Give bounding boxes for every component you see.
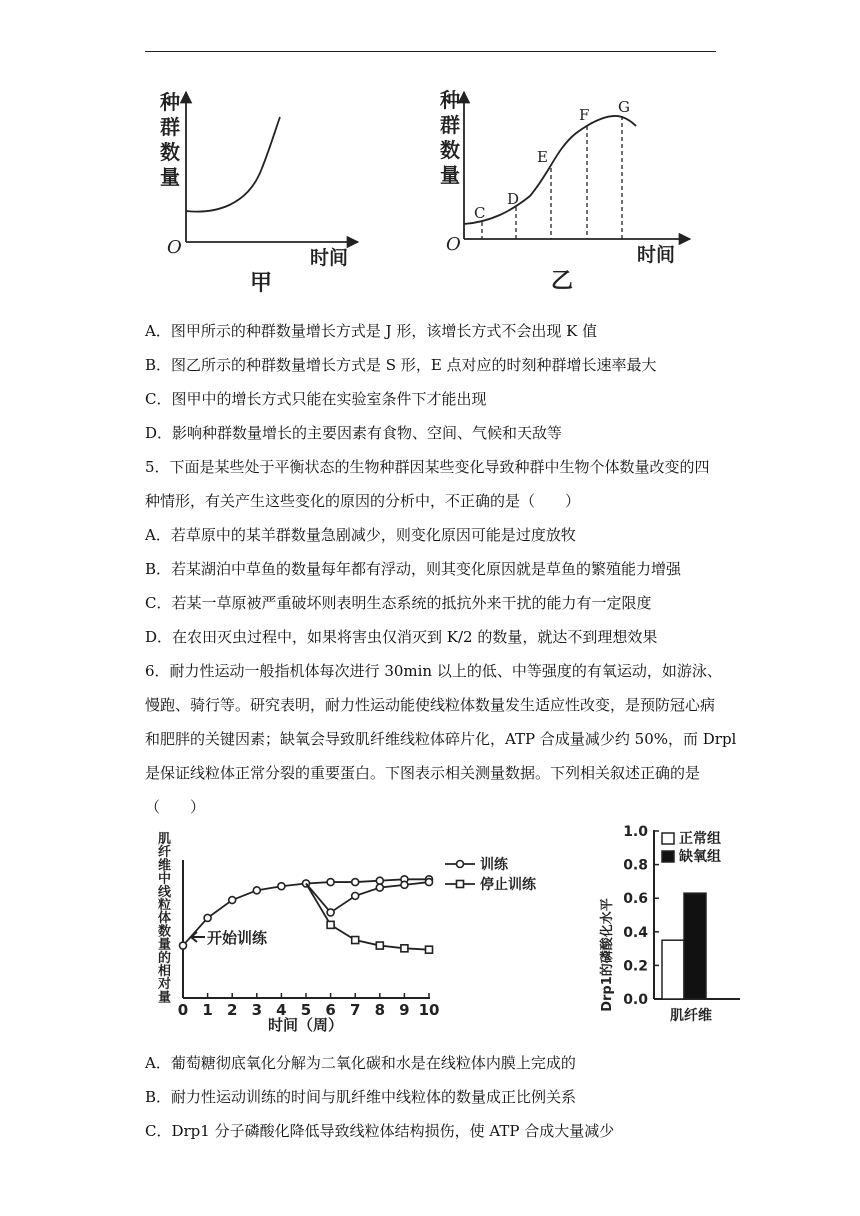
option-d-q4: D．影响种群数量增长的主要因素有食物、空间、气候和天敌等 [145, 424, 563, 442]
line-chart-ylabel-char: 相 [158, 964, 172, 979]
yi-point-f: F [579, 106, 590, 124]
bar-chart-y-tick-label: 0.0 [623, 992, 648, 1008]
yi-origin: O [446, 234, 461, 255]
option-d-q5: D．在农田灭虫过程中，如果将害虫仅消灭到 K/2 的数量，就达不到理想效果 [145, 628, 658, 646]
line-chart-x-tick-label: 8 [374, 1001, 386, 1019]
option-b-q4: B．图乙所示的种群数量增长方式是 S 形，E 点对应的时刻种群增长速率最大 [145, 356, 657, 374]
jia-caption: 甲 [250, 271, 273, 296]
question-6-line-5: （ ） [145, 798, 206, 816]
line-chart-x-tick-label: 2 [226, 1001, 238, 1019]
question-6-line-2: 慢跑、骑行等。研究表明，耐力性运动能使线粒体数量发生适应性改变，是预防冠心病 [145, 696, 716, 714]
yi-point-g: G [618, 98, 630, 116]
option-c-q6: C．Drp1 分子磷酸化降低导致线粒体结构损伤，使 ATP 合成大量减少 [145, 1122, 615, 1140]
line-chart-ylabel-char: 数 [158, 924, 172, 940]
line-chart-x-tick-label: 4 [276, 1001, 287, 1019]
yi-xlabel: 时间 [637, 244, 676, 266]
jia-ylabel-3: 数 [160, 140, 180, 164]
jia-origin: O [167, 237, 182, 258]
line-chart-ylabel-char: 粒 [158, 898, 172, 913]
legend-label-stop: 停止训练 [480, 877, 536, 893]
legend-swatch-hypoxia [662, 851, 674, 862]
jia-ylabel-2: 群 [160, 115, 180, 139]
line-chart-xlabel: 时间（周） [268, 1016, 344, 1034]
yi-caption: 乙 [551, 269, 574, 294]
option-a-q4: A．图甲所示的种群数量增长方式是 J 形，该增长方式不会出现 K 值 [145, 322, 598, 340]
bar-chart-y-tick-label: 0.6 [623, 891, 648, 908]
line-chart-x-tick-label: 5 [300, 1001, 312, 1019]
bar-chart-y-tick-label: 0.8 [623, 857, 648, 874]
option-c-q5: C．若某一草原被严重破坏则表明生态系统的抵抗外来干扰的能力有一定限度 [145, 594, 652, 612]
bar-chart-y-tick-label: 0.4 [623, 924, 648, 941]
yi-ylabel-1: 种 [440, 88, 460, 112]
line-chart-ylabel-char: 的 [158, 950, 172, 966]
line-chart-annotation: 开始训练 [207, 929, 268, 947]
yi-ylabel-2: 群 [440, 113, 460, 137]
jia-ylabel-1: 种 [160, 90, 180, 114]
line-chart-ylabel-char: 中 [158, 871, 172, 887]
yi-ylabel-4: 量 [440, 163, 460, 187]
line-chart-x-tick-label: 6 [325, 1001, 336, 1019]
option-b-q5: B．若某湖泊中草鱼的数量每年都有浮动，则其变化原因就是草鱼的繁殖能力增强 [145, 560, 682, 578]
question-5-line-1: 5．下面是某些处于平衡状态的生物种群因某些变化导致种群中生物个体数量改变的四 [145, 458, 710, 476]
question-6-line-4: 是保证线粒体正常分裂的重要蛋白。下图表示相关测量数据。下列相关叙述正确的是 [145, 764, 701, 782]
jia-xlabel: 时间 [310, 247, 349, 269]
line-chart-x-tick-label: 7 [349, 1001, 361, 1019]
legend-label-hypoxia: 缺氧组 [679, 849, 721, 865]
option-a-q6: A．葡萄糖彻底氧化分解为二氧化碳和水是在线粒体内膜上完成的 [145, 1054, 576, 1072]
yi-point-e: E [537, 148, 548, 166]
legend-label-train: 训练 [480, 857, 508, 873]
bar-normal [662, 940, 684, 999]
line-chart-ylabel-char: 维 [158, 858, 172, 874]
question-5-line-2: 种情形，有关产生这些变化的原因的分析中，不正确的是（ ） [145, 492, 581, 510]
line-chart-ylabel-char: 线 [158, 884, 172, 900]
line-chart-x-tick-label: 0 [177, 1001, 189, 1019]
line-chart-ylabel-char: 量 [158, 937, 172, 953]
yi-ylabel-3: 数 [440, 138, 460, 162]
line-chart-ylabel-char: 对 [158, 977, 172, 993]
line-chart-x-tick-label: 9 [399, 1001, 410, 1019]
question-6-line-3: 和肥胖的关键因素；缺氧会导致肌纤维线粒体碎片化，ATP 合成量减少约 50%，而 Drpl [145, 730, 737, 748]
jia-ylabel-4: 量 [160, 165, 180, 189]
line-chart-ylabel-char: 纤 [158, 845, 172, 861]
line-chart-ylabel-char: 体 [158, 911, 172, 927]
bar-chart-y-tick-label: 0.2 [623, 958, 648, 975]
option-a-q5: A．若草原中的某羊群数量急剧减少，则变化原因可能是过度放牧 [145, 526, 576, 544]
option-c-q4: C．图甲中的增长方式只能在实验室条件下才能出现 [145, 390, 487, 408]
yi-point-d: D [507, 190, 520, 208]
legend-label-normal: 正常组 [679, 831, 721, 847]
bar-chart-y-tick-label: 1.0 [623, 824, 648, 840]
option-b-q6: B．耐力性运动训练的时间与肌纤维中线粒体的数量成正比例关系 [145, 1088, 577, 1106]
line-chart-x-tick-label: 1 [202, 1001, 213, 1019]
line-chart-x-tick-label: 3 [251, 1001, 263, 1019]
legend-swatch-normal [662, 833, 674, 844]
bar-chart-ylabel: Drp1的磷酸化水平 [600, 898, 615, 1012]
bar-hypoxia [684, 893, 706, 999]
line-chart-x-tick-label: 10 [418, 1001, 440, 1019]
line-chart-ylabel-char: 量 [158, 990, 172, 1006]
yi-point-c: C [474, 204, 486, 222]
line-chart-ylabel-char: 肌 [158, 832, 172, 847]
bar-chart-category: 肌纤维 [670, 1008, 712, 1024]
question-6-line-1: 6．耐力性运动一般指机体每次进行 30min 以上的低、中等强度的有氧运动，如游泳、 [145, 662, 722, 680]
